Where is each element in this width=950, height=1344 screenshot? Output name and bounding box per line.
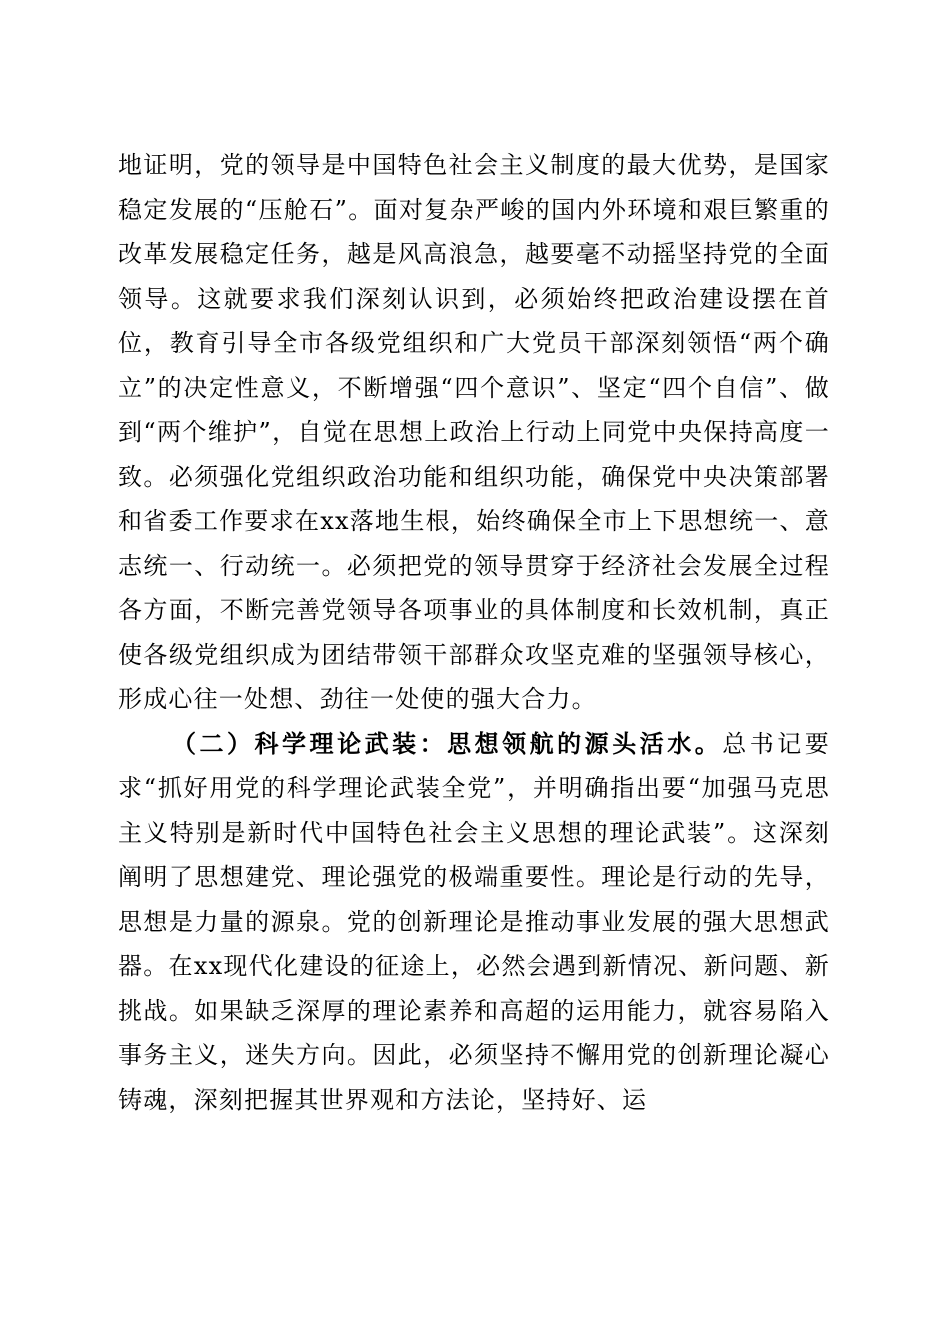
- paragraph-1: 地证明，党的领导是中国特色社会主义制度的最大优势，是国家稳定发展的“压舱石”。面对复杂严峻的国内外环境和艰巨繁重的改革发展稳定任务，越是风高浪急，越要毫不动摇坚持党的全面领导。这就要求我们深刻认识到，必须始终把政治建设摆在首位，教育引导全市各级党组织和广大党员干部深刻领悟“两个确立”的决定性意义，不断增强“四个意识”、坚定“四个自信”、做到“两个维护”，自觉在思想上政治上行动上同党中央保持高度一致。必须强化党组织政治功能和组织功能，确保党中央决策部署和省委工作要求在xx落地生根，始终确保全市上下思想统一、意志统一、行动统一。必须把党的领导贯穿于经济社会发展全过程各方面，不断完善党领导各项事业的具体制度和长效机制，真正使各级党组织成为团结带领干部群众攻坚克难的坚强领导核心，形成心往一处想、劲往一处使的强大合力。: [118, 151, 830, 713]
- section-heading: （二）科学理论武装：思想领航的源头活水。: [172, 729, 723, 758]
- document-body: [118, 143, 830, 1122]
- paragraph-2-body: 总书记要求“抓好用党的科学理论武装全党”，并明确指出要“加强马克思主义特别是新时代中国特色社会主义思想的理论武装”。这深刻阐明了思想建党、理论强党的极端重要性。理论是行动的先导，思想是力量的源泉。党的创新理论是推动事业发展的强大思想武器。在xx现代化建设的征途上，必然会遇到新情况、新问题、新挑战。如果缺乏深厚的理论素养和高超的运用能力，就容易陷入事务主义，迷失方向。因此，必须坚持不懈用党的创新理论凝心铸魂，深刻把握其世界观和方法论，坚持好、运: [118, 729, 830, 1114]
- paragraph-2: [118, 722, 830, 1123]
